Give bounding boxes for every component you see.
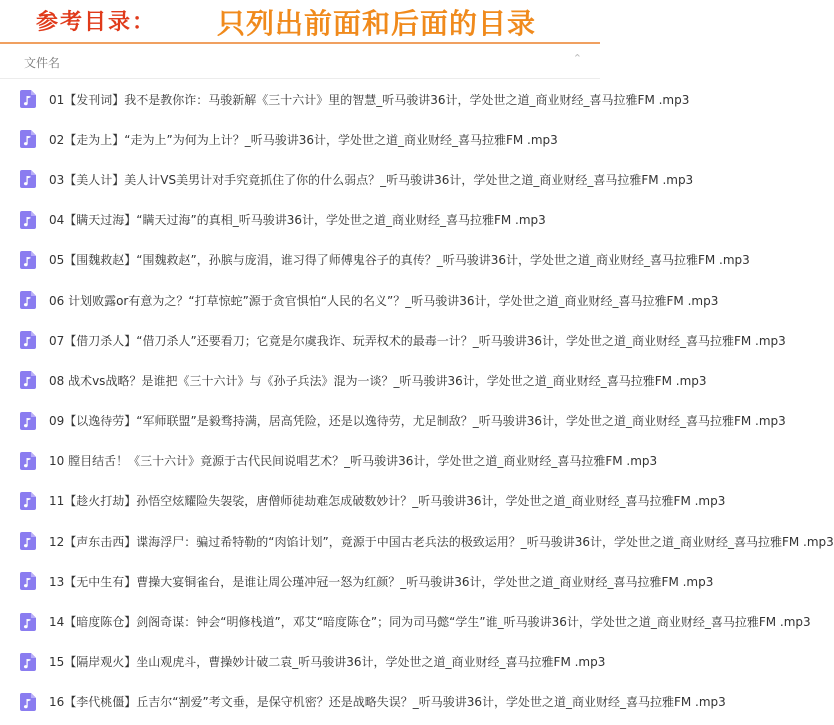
file-row[interactable] [0, 401, 786, 441]
file-row[interactable] [0, 79, 690, 119]
file-row[interactable] [0, 521, 834, 561]
file-name[interactable]: 05【围魏救赵】“围魏救赵”，孙膑与庞涓，谁习得了师傅鬼谷子的真传？_听马骏讲36计，学处世之道_商业财经_喜马拉雅FM .mp3 [49, 253, 750, 268]
banner-title-right: 只列出前面和后面的目录 [217, 7, 537, 40]
music-note-icon [20, 251, 36, 269]
music-note-icon [20, 90, 36, 108]
file-name[interactable]: 08 战术vs战略？是谁把《三十六计》与《孙子兵法》混为一谈？_听马骏讲36计，学处世之道_商业财经_喜马拉雅FM .mp3 [49, 373, 707, 388]
file-list [0, 79, 834, 722]
file-name[interactable]: 14【暗度陈仓】剑阁奇谋：钟会“明修栈道”，邓艾“暗度陈仓”；同为司马懿“学生”谁_听马骏讲36计，学处世之道_商业财经_喜马拉雅FM .mp3 [49, 615, 811, 630]
music-note-icon [20, 532, 36, 550]
column-header-filename[interactable]: 文件名 [24, 56, 61, 70]
file-row[interactable] [0, 441, 658, 481]
file-name[interactable]: 02【走为上】“走为上”为何为上计？_听马骏讲36计，学处世之道_商业财经_喜马拉雅FM .mp3 [49, 132, 558, 147]
file-row[interactable] [0, 601, 811, 641]
file-row[interactable] [0, 642, 606, 682]
file-name[interactable]: 09【以逸待劳】“军师联盟”是毅骛持满，居高凭险，还是以逸待劳，尤足制敌？_听马骏讲36计，学处世之道_商业财经_喜马拉雅FM .mp3 [49, 414, 786, 429]
file-name[interactable]: 06 计划败露or有意为之？“打草惊蛇”源于贪官惧怕“人民的名义”？_听马骏讲36计，学处世之道_商业财经_喜马拉雅FM .mp3 [49, 293, 719, 308]
music-note-icon [20, 492, 36, 510]
file-row[interactable] [0, 119, 600, 159]
file-name[interactable]: 07【借刀杀人】“借刀杀人”还要看刀；它竟是尔虞我诈、玩弄权术的最毒一计？_听马骏讲36计，学处世之道_商业财经_喜马拉雅FM .mp3 [49, 333, 786, 348]
file-row[interactable] [0, 561, 714, 601]
file-name[interactable]: 12【声东击西】谍海浮尸：骗过希特勒的“肉馅计划”，竟源于中国古老兵法的极致运用？_听马骏讲36计，学处世之道_商业财经_喜马拉雅FM .mp3 [49, 534, 834, 549]
file-row[interactable] [0, 320, 786, 360]
music-note-icon [20, 170, 36, 188]
file-name[interactable]: 11【趁火打劫】孙悟空炫耀险失袈裟，唐僧师徒劫难怎成破数妙计？_听马骏讲36计，学处世之道_商业财经_喜马拉雅FM .mp3 [49, 494, 726, 509]
file-row[interactable] [0, 280, 719, 320]
file-row[interactable] [0, 682, 726, 722]
file-name[interactable]: 15【隔岸观火】坐山观虎斗，曹操妙计破二袁_听马骏讲36计，学处世之道_商业财经_喜马拉雅FM .mp3 [49, 655, 606, 670]
music-note-icon [20, 130, 36, 148]
file-row[interactable] [0, 360, 707, 400]
file-name[interactable]: 03【美人计】美人计VS美男计对手究竟抓住了你的什么弱点？_听马骏讲36计，学处世之道_商业财经_喜马拉雅FM .mp3 [49, 172, 694, 187]
music-note-icon [20, 371, 36, 389]
file-name[interactable]: 13【无中生有】曹操大宴铜雀台，是谁让周公瑾冲冠一怒为红颜？_听马骏讲36计，学处世之道_商业财经_喜马拉雅FM .mp3 [49, 574, 714, 589]
music-note-icon [20, 693, 36, 711]
file-row[interactable] [0, 200, 600, 240]
banner [0, 0, 600, 44]
music-note-icon [20, 211, 36, 229]
music-note-icon [20, 572, 36, 590]
music-note-icon [20, 291, 36, 309]
sort-chevron-icon[interactable]: ⌃ [572, 52, 582, 65]
music-note-icon [20, 412, 36, 430]
file-name[interactable]: 04【瞒天过海】“瞒天过海”的真相_听马骏讲36计，学处世之道_商业财经_喜马拉雅FM .mp3 [49, 213, 546, 228]
music-note-icon [20, 452, 36, 470]
music-note-icon [20, 331, 36, 349]
banner-title-left: 参考目录： [36, 9, 157, 35]
file-list-header [0, 44, 600, 79]
music-note-icon [20, 653, 36, 671]
file-name[interactable]: 16【李代桃僵】丘吉尔“割爱”考文垂，是保守机密？还是战略失误？_听马骏讲36计，学处世之道_商业财经_喜马拉雅FM .mp3 [49, 695, 726, 710]
file-row[interactable] [0, 481, 726, 521]
music-note-icon [20, 613, 36, 631]
file-row[interactable] [0, 159, 694, 199]
file-name[interactable]: 10 膛目结舌！《三十六计》竟源于古代民间说唱艺术？_听马骏讲36计，学处世之道_商业财经_喜马拉雅FM .mp3 [49, 454, 658, 469]
file-name[interactable]: 01【发刊词】我不是教你诈：马骏新解《三十六计》里的智慧_听马骏讲36计，学处世之道_商业财经_喜马拉雅FM .mp3 [49, 92, 690, 107]
file-row[interactable] [0, 240, 750, 280]
